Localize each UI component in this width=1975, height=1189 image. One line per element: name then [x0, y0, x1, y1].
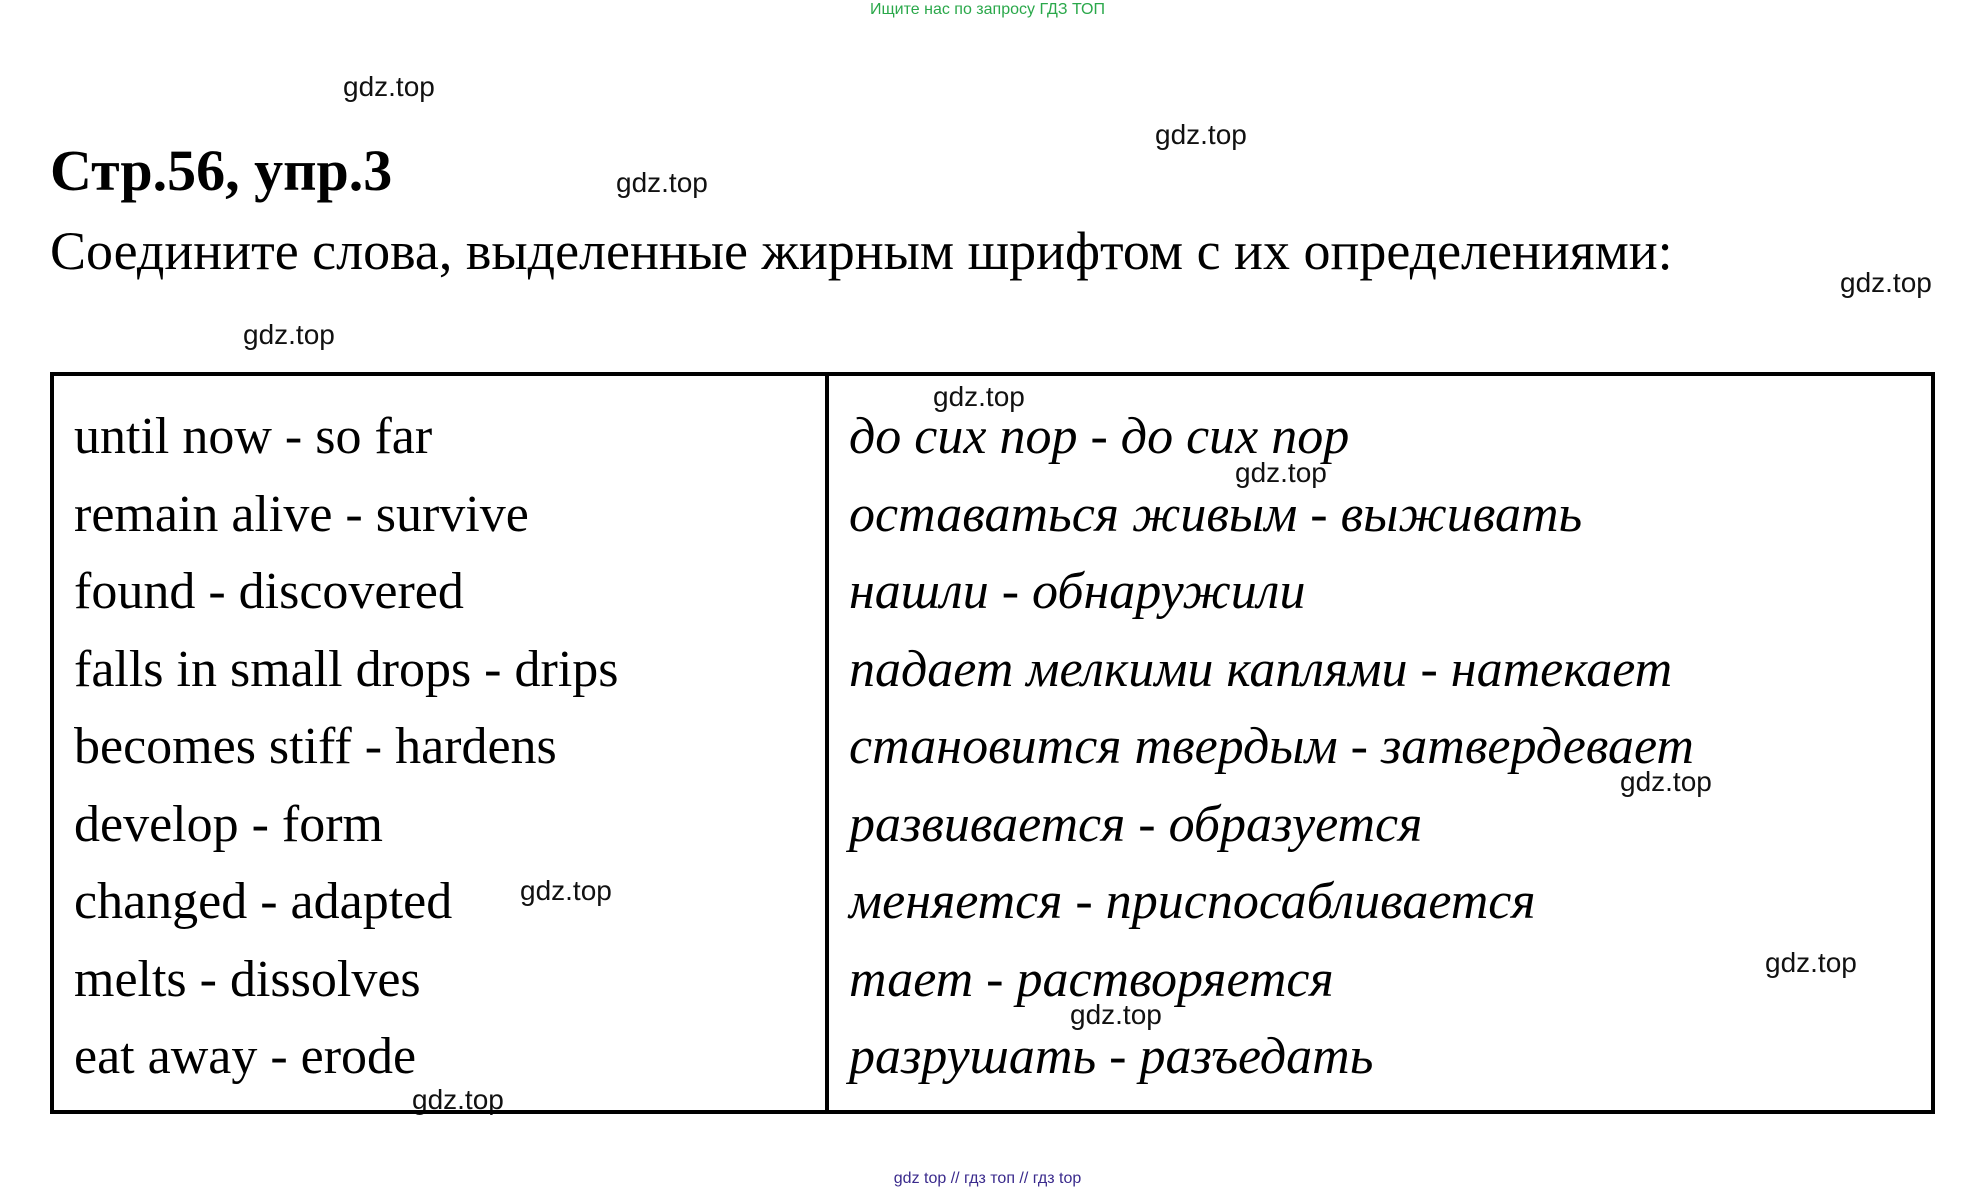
- table-row: eat away - erode: [74, 1028, 417, 1085]
- instruction-text: Соедините слова, выделенные жирным шрифтом с их определениями:: [50, 221, 1673, 281]
- table-row: becomes stiff - hardens: [74, 718, 557, 775]
- watermark: gdz.top: [343, 71, 435, 102]
- table-row: падает мелкими каплями - натекает: [849, 640, 1673, 698]
- table-row: falls in small drops - drips: [74, 640, 619, 698]
- table-row: до сих пор - до сих пор: [849, 408, 1350, 465]
- watermark: gdz.top: [1620, 766, 1712, 797]
- table-row: меняется - приспосабливается: [849, 873, 1536, 930]
- russian-column: [829, 376, 1931, 1110]
- top-banner: Ищите нас по запросу ГДЗ ТОП: [870, 1, 1105, 18]
- table-row: until now - so far: [74, 408, 433, 465]
- table-row: changed - adapted: [74, 873, 453, 930]
- watermark: gdz.top: [1235, 457, 1327, 488]
- table-row: develop - form: [74, 795, 384, 853]
- answer-table: [50, 372, 1935, 1114]
- table-row: тает - растворяется: [849, 950, 1334, 1008]
- watermark: gdz.top: [243, 319, 335, 350]
- watermark: gdz.top: [1765, 947, 1857, 978]
- table-row: развивается - образуется: [849, 795, 1423, 853]
- table-row: оставаться живым - выживать: [849, 485, 1583, 543]
- page-title: Стр.56, упр.3: [50, 138, 393, 203]
- watermark: gdz.top: [933, 381, 1025, 412]
- watermark: gdz.top: [1155, 119, 1247, 150]
- table-row: разрушать - разъедать: [849, 1028, 1374, 1085]
- table-row: melts - dissolves: [74, 950, 421, 1008]
- english-column: [54, 376, 829, 1110]
- watermark: gdz.top: [520, 875, 612, 906]
- footer-links: gdz top // гдз топ // гдз top: [893, 1170, 1082, 1187]
- watermark: gdz.top: [1070, 999, 1162, 1030]
- watermark: gdz.top: [616, 167, 708, 198]
- table-row: становится твердым - затвердевает: [849, 718, 1694, 775]
- watermark: gdz.top: [412, 1084, 504, 1115]
- watermark: gdz.top: [1840, 267, 1932, 298]
- table-row: found - discovered: [74, 563, 464, 620]
- table-row: remain alive - survive: [74, 485, 529, 543]
- table-row: нашли - обнаружили: [849, 563, 1306, 620]
